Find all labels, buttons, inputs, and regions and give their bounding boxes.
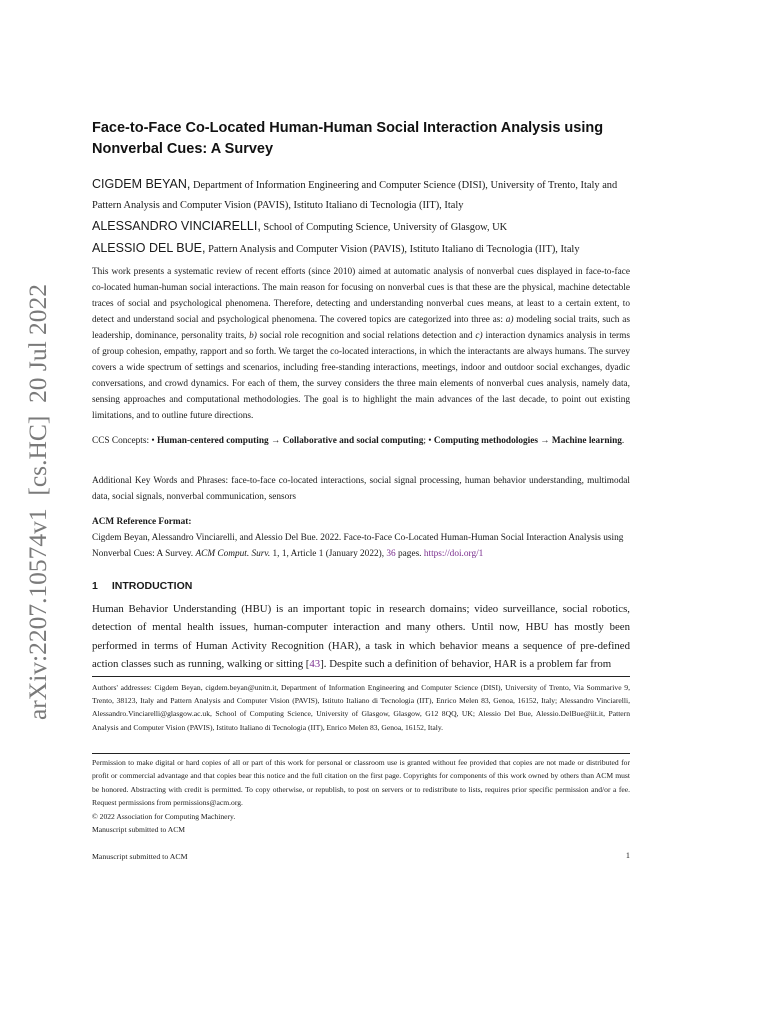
abstract-marker: c) bbox=[475, 331, 483, 341]
paper-title: Face-to-Face Co-Located Human-Human Social Interaction Analysis using Nonverbal Cues: A Survey bbox=[92, 120, 604, 157]
author-name: ALESSANDRO VINCIARELLI, bbox=[92, 219, 261, 233]
author-affiliation: Department of Information Engineering and Computer Science (DISI), University of Trento, Italy and Pattern Analysis and Computer Vision (PAVIS), Istituto Italiano di Tecnologia (IIT), Italy bbox=[92, 180, 618, 211]
author-name: CIGDEM BEYAN, bbox=[92, 177, 191, 191]
abstract-marker: a) bbox=[505, 315, 514, 325]
acm-reference-heading: ACM Reference Format: bbox=[92, 517, 192, 527]
permission-divider bbox=[92, 753, 630, 754]
author-entry bbox=[92, 238, 630, 260]
page-number: 1 bbox=[625, 851, 630, 860]
acm-reference-journal: ACM Comput. Surv. bbox=[195, 549, 271, 559]
permission-notice bbox=[92, 756, 630, 836]
ccs-end: . bbox=[621, 436, 625, 446]
ccs-arrow: → bbox=[270, 436, 281, 446]
doi-link[interactable]: https://doi.org/1 bbox=[423, 549, 484, 559]
arxiv-identifier-stamp bbox=[16, 282, 56, 722]
abstract-text: interaction dynamics analysis in terms of group cohesion, empathy, rapport and so forth. We target the co-located interactions, in which the interactants are always humans. The survey covers a wide spectrum of settings and scenarios, including free-standing interactions, meetings, indoor and outdoor social exchanges, dyadic conversations, and crowd dynamics. For each of them, the survey considers the three main elements of nonverbal cues analysis, namely data, sensing approaches and computational methodologies. The goal is to highlight the main advances of the last decade, to point out existing limitations, and to outline future directions. bbox=[92, 331, 630, 421]
ccs-concept: Computing methodologies bbox=[433, 436, 538, 446]
copyright-line: © 2022 Association for Computing Machinery. bbox=[92, 811, 236, 821]
ccs-label: CCS Concepts: • bbox=[92, 436, 155, 446]
acm-reference-citation bbox=[92, 530, 630, 562]
acm-reference-text: Cigdem Beyan, Alessandro Vinciarelli, and Alessio Del Bue. 2022. Face-to-Face Co-Located Human-Human Social Interaction Analysis using Nonverbal Cues: A Survey. bbox=[92, 533, 624, 559]
authors-addresses-footnote: Authors' addresses: Cigdem Beyan, cigdem.beyan@unitn.it, Department of Information Engineering and Computer Science (DISI), University of Trento, Via Sommarive 9, Trento, 38123, Italy and Pattern Analysis and Computer Vision (PAVIS), Istituto Italiano di Tecnologia (IIT), Enrico Melen 83, Genoa, 16152, Italy; Alessandro Vinciarelli, Alessandro.Vinciarelli@glasgow.ac.uk, School of Computing Science, University of Glasgow, Glasgow, G12 8QQ, UK; Alessio Del Bue, Alessio.DelBue@iit.it, Pattern Analysis and Computer Vision (PAVIS), Istituto Italiano di Tecnologia (IIT), Enrico Melen 83, Genoa, 16152, Italy. bbox=[92, 683, 630, 732]
introduction-paragraph bbox=[92, 600, 630, 674]
intro-text: Human Behavior Understanding (HBU) is an important topic in research domains; video surveillance, social robotics, detection of mental health issues, human-computer interaction and many others. Until now, HBU has mostly been performed in terms of Human Activity Recognition (HAR), a task in which behavior means a sequence of pre-defined action classes such as running, walking or sitting [ bbox=[92, 603, 630, 671]
section-heading-introduction bbox=[92, 580, 192, 592]
manuscript-submitted-line: Manuscript submitted to ACM bbox=[92, 825, 186, 835]
author-affiliation: School of Computing Science, University of Glasgow, UK bbox=[263, 222, 508, 233]
abstract-text: This work presents a systematic review of recent efforts (since 2010) aimed at automatic analysis of nonverbal cues displayed in face-to-face co-located human-human social interactions. The main reason for focusing on nonverbal cues is that these are the physical, machine detectable traces of social and psychological phenomena. Therefore, detecting and understanding nonverbal cues means, at least to a certain extent, to detect and understand social and psychological phenomena. The covered topics are categorized into three as: bbox=[92, 267, 630, 325]
author-name: ALESSIO DEL BUE, bbox=[92, 241, 206, 255]
acm-reference-format bbox=[92, 514, 630, 562]
acm-reference-text: 1, 1, Article 1 (January 2022), bbox=[272, 549, 385, 559]
author-entry bbox=[92, 216, 630, 238]
ccs-arrow: → bbox=[540, 436, 550, 446]
section-number: 1 bbox=[92, 580, 98, 592]
ccs-concept: Machine learning bbox=[551, 436, 622, 446]
additional-keywords: Additional Key Words and Phrases: face-to-face co-located interactions, social signal processing, human behavior understanding, multimodal data, social signals, nonverbal communication, sensors bbox=[92, 476, 630, 502]
ccs-concept: Human-centered computing bbox=[157, 436, 269, 446]
ccs-separator: ; • bbox=[423, 436, 432, 446]
abstract-marker: b) bbox=[249, 331, 257, 341]
acm-reference-text: pages. bbox=[398, 549, 422, 559]
citation-link[interactable]: 43 bbox=[309, 658, 321, 671]
footnote-divider bbox=[92, 676, 630, 677]
abstract bbox=[92, 264, 630, 424]
abstract-text: social role recognition and social relations detection and bbox=[259, 331, 473, 341]
section-title: INTRODUCTION bbox=[111, 580, 193, 592]
author-affiliation: Pattern Analysis and Computer Vision (PAVIS), Istituto Italiano di Tecnologia (IIT), Italy bbox=[208, 244, 580, 255]
author-entry bbox=[92, 174, 630, 216]
page-count-link[interactable]: 36 bbox=[386, 549, 396, 559]
arxiv-identifier-text: arXiv:2207.10574v1 [cs.HC] 20 Jul 2022 bbox=[25, 292, 52, 720]
author-list bbox=[92, 174, 630, 260]
permission-text: Permission to make digital or hard copies of all or part of this work for personal or classroom use is granted without fee provided that copies are not made or distributed for profit or commercial advantage and that copies bear this notice and the full citation on the first page. Copyrights for components of this work owned by others than ACM must be honored. Abstracting with credit is permitted. To copy otherwise, or republish, to post on servers or to redistribute to lists, requires prior specific permission and/or a fee. Request permissions from permissions@acm.org. bbox=[92, 758, 630, 808]
ccs-concept: Collaborative and social computing bbox=[282, 436, 424, 446]
abstract-text: modeling social traits, such as leadership, dominance, personality traits, bbox=[92, 315, 630, 341]
ccs-concepts bbox=[92, 433, 630, 449]
intro-text: ]. Despite such a definition of behavior, HAR is a problem far from bbox=[320, 658, 612, 671]
footer-left-text: Manuscript submitted to ACM bbox=[92, 852, 188, 861]
